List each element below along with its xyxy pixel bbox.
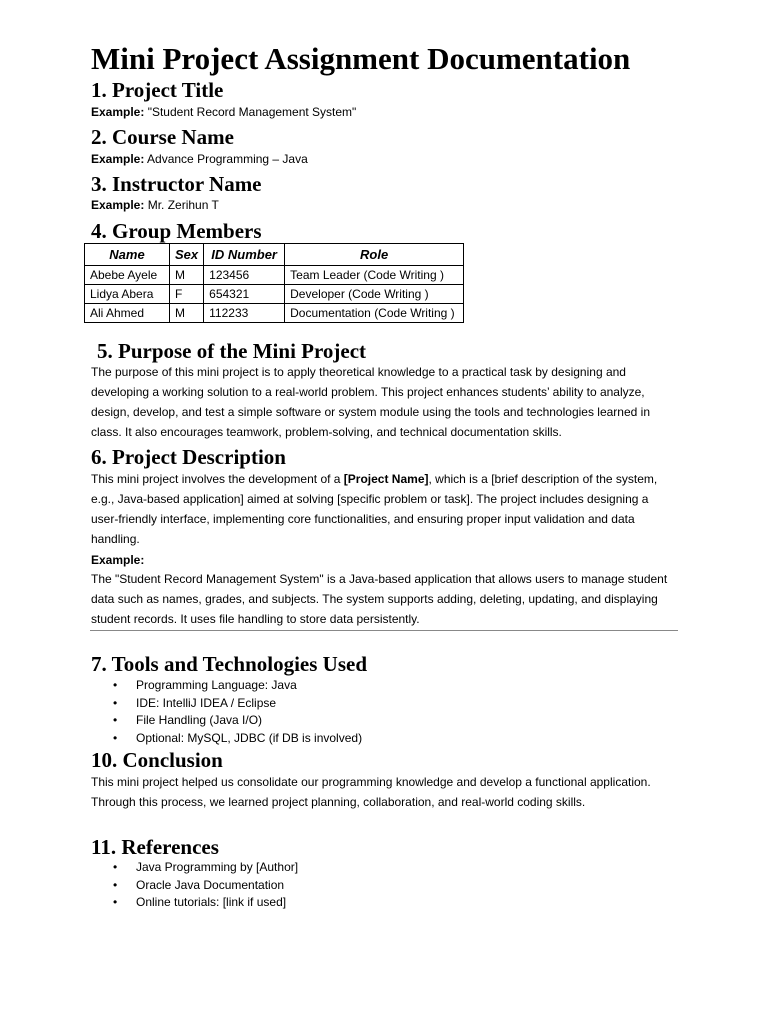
description-text-before: This mini project involves the development of a xyxy=(91,472,344,486)
section-divider xyxy=(90,630,678,631)
table-row xyxy=(85,304,464,323)
table-header-row xyxy=(85,244,464,266)
example-text: Advance Programming – Java xyxy=(144,152,308,166)
document-title: Mini Project Assignment Documentation xyxy=(91,41,631,76)
heading-references: 11. References xyxy=(91,835,219,859)
heading-course-name: 2. Course Name xyxy=(91,125,234,149)
project-name-placeholder: [Project Name] xyxy=(343,472,429,486)
example-text: "Student Record Management System" xyxy=(144,105,357,119)
conclusion-paragraph: This mini project helped us consolidate our programming knowledge and develop a functional application. Through this process, we learned project planning, collaboration, and real-world coding skills. xyxy=(91,775,651,809)
heading-instructor-name: 3. Instructor Name xyxy=(91,172,262,196)
cell-role: Team Leader (Code Writing ) xyxy=(285,266,464,285)
heading-purpose: 5. Purpose of the Mini Project xyxy=(97,339,367,363)
description-text-after: , which is a [brief description of the system, e.g., Java-based application] aimed at solving [specific problem or task]. The project includes designing a user-friendly interface, implementing core functionalities, and ensuring proper input validation and data handling. xyxy=(91,472,658,546)
cell-name: Abebe Ayele xyxy=(85,266,170,285)
list-item: • Online tutorials: [link if used] xyxy=(91,894,298,912)
heading-conclusion: 10. Conclusion xyxy=(91,748,223,772)
purpose-paragraph: The purpose of this mini project is to apply theoretical knowledge to a practical task by designing and developing a working solution to a real-world problem. This project enhances students’ ability to analyze, design, develop, and test a simple software or system module using the tools and technologies learned in class. It also encourages teamwork, problem-solving, and technical documentation skills. xyxy=(91,365,650,439)
tools-list xyxy=(91,677,362,747)
references-list xyxy=(91,859,298,912)
cell-sex: F xyxy=(170,285,204,304)
column-header-role: Role xyxy=(285,244,464,266)
example-text: Mr. Zerihun T xyxy=(144,198,219,212)
column-header-id: ID Number xyxy=(204,244,285,266)
cell-name: Ali Ahmed xyxy=(85,304,170,323)
list-item: • Programming Language: Java xyxy=(91,677,362,695)
table-row xyxy=(85,266,464,285)
list-item: • Optional: MySQL, JDBC (if DB is involved) xyxy=(91,730,362,748)
cell-role: Documentation (Code Writing ) xyxy=(285,304,464,323)
list-item: • Oracle Java Documentation xyxy=(91,877,298,895)
description-paragraph xyxy=(91,469,669,549)
cell-id: 654321 xyxy=(204,285,285,304)
description-example-label: Example: xyxy=(91,553,145,567)
column-header-sex: Sex xyxy=(170,244,204,266)
group-members-table xyxy=(84,243,464,323)
list-item: • Java Programming by [Author] xyxy=(91,859,298,877)
example-label: Example: xyxy=(91,152,145,166)
list-item: • File Handling (Java I/O) xyxy=(91,712,362,730)
table-row xyxy=(85,285,464,304)
example-label: Example: xyxy=(91,105,145,119)
instructor-name-example xyxy=(91,197,219,213)
list-item: • IDE: IntelliJ IDEA / Eclipse xyxy=(91,695,362,713)
course-name-example xyxy=(91,151,308,167)
cell-id: 123456 xyxy=(204,266,285,285)
heading-project-description: 6. Project Description xyxy=(91,445,286,469)
cell-role: Developer (Code Writing ) xyxy=(285,285,464,304)
cell-id: 112233 xyxy=(204,304,285,323)
column-header-name: Name xyxy=(85,244,170,266)
description-example-paragraph: The "Student Record Management System" is a Java-based application that allows users to manage student data such as names, grades, and subjects. The system supports adding, deleting, updating, and displaying student records. It uses file handling to store data persistently. xyxy=(91,572,668,626)
heading-project-title: 1. Project Title xyxy=(91,78,224,102)
cell-sex: M xyxy=(170,304,204,323)
heading-group-members: 4. Group Members xyxy=(91,219,262,243)
cell-sex: M xyxy=(170,266,204,285)
example-label: Example: xyxy=(91,198,145,212)
heading-tools: 7. Tools and Technologies Used xyxy=(91,652,368,676)
cell-name: Lidya Abera xyxy=(85,285,170,304)
project-title-example xyxy=(91,104,356,120)
